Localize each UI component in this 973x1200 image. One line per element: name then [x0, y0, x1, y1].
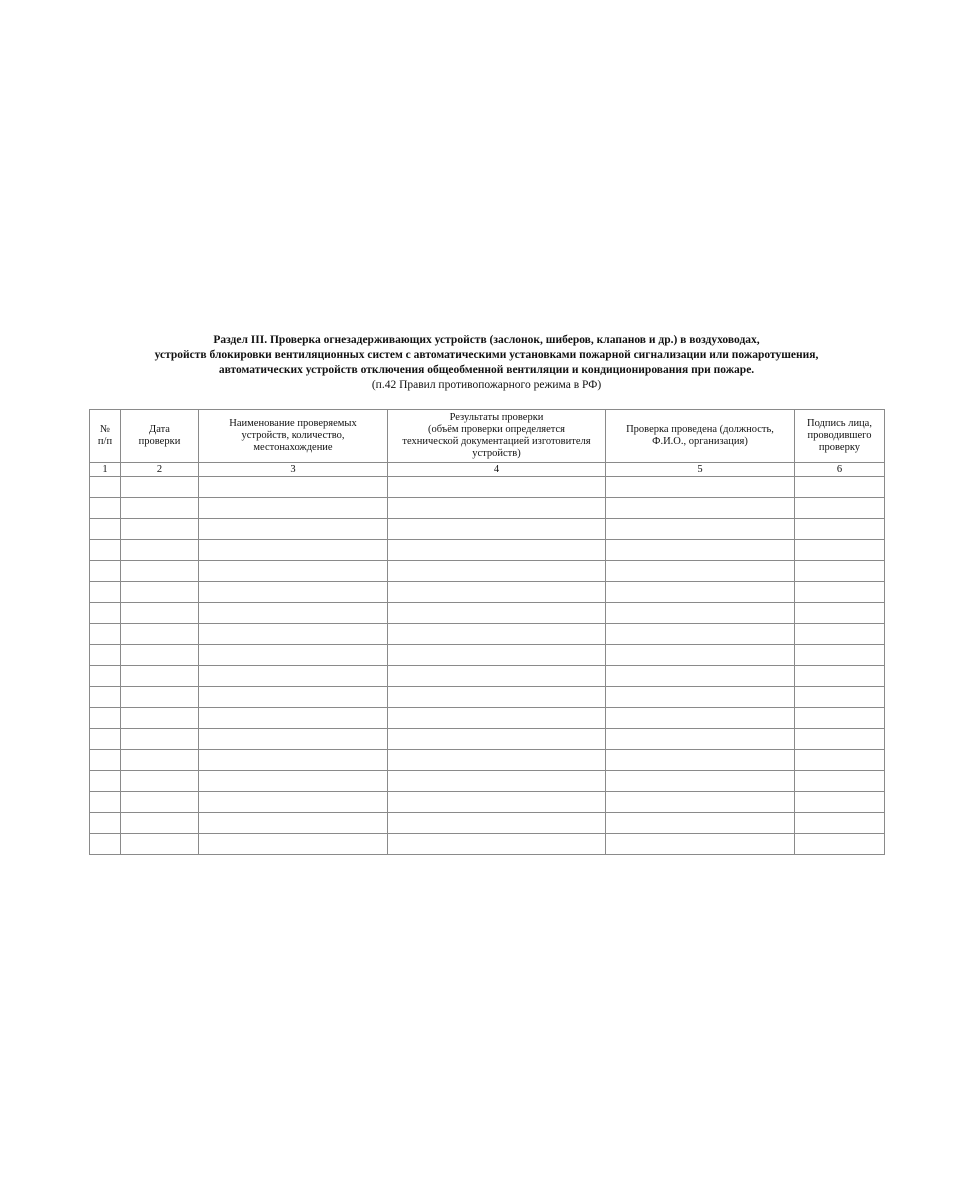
table-cell	[795, 750, 885, 771]
table-row	[90, 519, 885, 540]
table-cell	[606, 561, 795, 582]
table-cell	[606, 729, 795, 750]
header-text: п/п	[97, 436, 113, 447]
header-text: местонахождение	[253, 442, 333, 453]
table-cell	[121, 813, 199, 834]
table-cell	[90, 624, 121, 645]
table-cell	[90, 498, 121, 519]
table-cell	[199, 813, 388, 834]
table-cell	[90, 813, 121, 834]
table-cell	[388, 687, 606, 708]
table-cell	[388, 750, 606, 771]
table-header-row	[90, 410, 885, 463]
table-cell	[388, 603, 606, 624]
column-number-cell: 6	[795, 463, 885, 477]
table-row	[90, 624, 885, 645]
table-cell	[388, 477, 606, 498]
table-cell	[795, 834, 885, 855]
table-cell	[606, 834, 795, 855]
table-cell	[121, 498, 199, 519]
header-text: проверки	[138, 436, 181, 447]
table-cell	[795, 645, 885, 666]
table-cell	[90, 666, 121, 687]
table-cell	[606, 666, 795, 687]
table-cell	[199, 834, 388, 855]
header-cell-number	[90, 410, 121, 463]
heading-line-2: устройств блокировки вентиляционных систем с автоматическими установками пожарной сигнализации или пожаротушения,	[154, 349, 819, 361]
table-cell	[90, 603, 121, 624]
table-cell	[90, 750, 121, 771]
column-number-cell: 2	[121, 463, 199, 477]
table-cell	[199, 708, 388, 729]
table-cell	[121, 834, 199, 855]
table-cell	[90, 582, 121, 603]
table-cell	[388, 645, 606, 666]
header-text: технической документацией изготовителя	[402, 436, 591, 447]
table-cell	[121, 729, 199, 750]
table-cell	[388, 666, 606, 687]
header-text: устройств)	[472, 448, 521, 459]
header-text: Наименование проверяемых	[229, 418, 357, 429]
table-cell	[606, 540, 795, 561]
table-cell	[199, 792, 388, 813]
table-cell	[121, 750, 199, 771]
table-cell	[795, 582, 885, 603]
table-cell	[388, 582, 606, 603]
table-cell	[121, 624, 199, 645]
column-number-row	[90, 463, 885, 477]
table-row	[90, 792, 885, 813]
header-text: Результаты проверки	[449, 412, 544, 423]
table-cell	[606, 687, 795, 708]
table-cell	[90, 645, 121, 666]
column-number-cell: 3	[199, 463, 388, 477]
table-row	[90, 729, 885, 750]
table-cell	[606, 750, 795, 771]
table-row	[90, 645, 885, 666]
table-cell	[90, 729, 121, 750]
table-cell	[199, 666, 388, 687]
table-row	[90, 540, 885, 561]
table-cell	[606, 519, 795, 540]
table-cell	[795, 624, 885, 645]
table-row	[90, 687, 885, 708]
table-cell	[90, 792, 121, 813]
table-row	[90, 750, 885, 771]
table-cell	[199, 645, 388, 666]
table-row	[90, 771, 885, 792]
table-cell	[388, 771, 606, 792]
table-cell	[606, 813, 795, 834]
column-number-cell: 4	[388, 463, 606, 477]
table-cell	[90, 561, 121, 582]
table-cell	[388, 834, 606, 855]
table-cell	[199, 750, 388, 771]
table-row	[90, 813, 885, 834]
table-cell	[606, 582, 795, 603]
table-cell	[388, 561, 606, 582]
table-cell	[606, 771, 795, 792]
table-cell	[388, 498, 606, 519]
table-cell	[121, 687, 199, 708]
table-row	[90, 708, 885, 729]
table-cell	[121, 666, 199, 687]
table-cell	[121, 603, 199, 624]
table-cell	[121, 519, 199, 540]
table-cell	[606, 624, 795, 645]
table-cell	[90, 477, 121, 498]
table-cell	[90, 708, 121, 729]
heading-reference: (п.42 Правил противопожарного режима в РФ)	[371, 379, 602, 391]
table-cell	[795, 561, 885, 582]
table-cell	[121, 582, 199, 603]
table-cell	[606, 603, 795, 624]
header-text: (объём проверки определяется	[427, 424, 566, 435]
table-row	[90, 477, 885, 498]
table-cell	[795, 498, 885, 519]
column-number-cell: 1	[90, 463, 121, 477]
table-cell	[121, 771, 199, 792]
table-cell	[199, 498, 388, 519]
header-text: проводившего	[807, 430, 872, 441]
table-cell	[199, 603, 388, 624]
table-cell	[388, 624, 606, 645]
table-cell	[795, 519, 885, 540]
table-cell	[388, 519, 606, 540]
table-cell	[795, 792, 885, 813]
inspection-table	[89, 409, 885, 855]
table-row	[90, 498, 885, 519]
header-cell-device-name	[199, 410, 388, 463]
table-cell	[606, 645, 795, 666]
table-cell	[90, 834, 121, 855]
table-cell	[199, 582, 388, 603]
header-text: Дата	[149, 424, 170, 435]
table-row	[90, 603, 885, 624]
table-cell	[795, 540, 885, 561]
table-cell	[199, 519, 388, 540]
table-cell	[199, 771, 388, 792]
table-cell	[606, 792, 795, 813]
table-cell	[90, 540, 121, 561]
table-cell	[795, 687, 885, 708]
table-cell	[199, 729, 388, 750]
table-cell	[121, 477, 199, 498]
table-cell	[121, 540, 199, 561]
table-cell	[199, 561, 388, 582]
table-cell	[199, 540, 388, 561]
section-heading	[0, 333, 973, 393]
table-cell	[606, 498, 795, 519]
table-cell	[90, 771, 121, 792]
table-row	[90, 666, 885, 687]
table-cell	[388, 792, 606, 813]
header-cell-results	[388, 410, 606, 463]
table-cell	[90, 687, 121, 708]
table-cell	[388, 540, 606, 561]
table-cell	[795, 603, 885, 624]
table-cell	[388, 729, 606, 750]
column-number-cell: 5	[606, 463, 795, 477]
header-text: №	[99, 424, 111, 435]
table-cell	[795, 708, 885, 729]
header-text: Проверка проведена (должность,	[626, 424, 774, 435]
header-text: проверку	[818, 442, 861, 453]
table-cell	[795, 477, 885, 498]
table-cell	[388, 813, 606, 834]
table-cell	[199, 477, 388, 498]
header-cell-inspector	[606, 410, 795, 463]
table-cell	[795, 813, 885, 834]
header-cell-date	[121, 410, 199, 463]
heading-line-1: Раздел III. Проверка огнезадерживающих устройств (заслонок, шиберов, клапанов и др.) в воздуховодах,	[213, 334, 760, 346]
header-cell-signature	[795, 410, 885, 463]
header-text: Ф.И.О., организация)	[652, 436, 748, 447]
table-cell	[606, 477, 795, 498]
table-cell	[90, 519, 121, 540]
table-body	[90, 477, 885, 855]
table-cell	[121, 645, 199, 666]
table-cell	[388, 708, 606, 729]
table-row	[90, 834, 885, 855]
table-cell	[199, 624, 388, 645]
table-cell	[121, 708, 199, 729]
header-text: Подпись лица,	[807, 418, 872, 429]
table-cell	[121, 792, 199, 813]
table-cell	[795, 666, 885, 687]
table-cell	[795, 729, 885, 750]
table-cell	[795, 771, 885, 792]
heading-line-3: автоматических устройств отключения общеобменной вентиляции и кондиционирования при пожаре.	[218, 364, 755, 376]
header-text: устройств, количество,	[241, 430, 345, 441]
table-row	[90, 561, 885, 582]
table-row	[90, 582, 885, 603]
table-cell	[199, 687, 388, 708]
table-cell	[121, 561, 199, 582]
table-cell	[606, 708, 795, 729]
